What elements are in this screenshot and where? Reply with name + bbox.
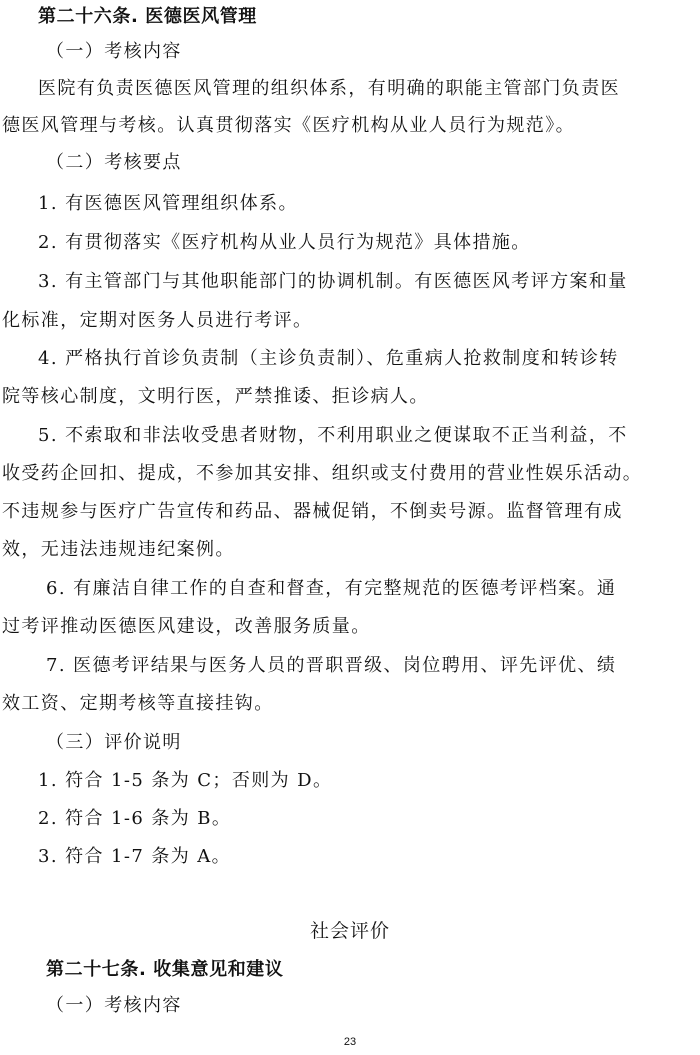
point-item-7-line-1: 7. 医德考评结果与医务人员的晋职晋级、岗位聘用、评先评优、绩 — [46, 655, 617, 676]
article-26-section-2-title: （二）考核要点 — [46, 152, 182, 173]
point-item-5-line-2: 收受药企回扣、提成，不参加其安排、组织或支付费用的营业性娱乐活动。 — [2, 463, 643, 484]
point-item-1: 1. 有医德医风管理组织体系。 — [38, 193, 298, 214]
article-27-heading: 第二十七条. 收集意见和建议 — [46, 959, 284, 980]
point-item-3-line-2: 化标准，定期对医务人员进行考评。 — [2, 310, 313, 331]
article-26-section-1-title: （一）考核内容 — [46, 41, 182, 62]
evaluation-item-2: 2. 符合 1-6 条为 B。 — [38, 808, 232, 829]
article-26-section-3-title: （三）评价说明 — [46, 732, 182, 753]
point-item-5-line-4: 效，无违法违规违纪案例。 — [2, 539, 235, 560]
section-title-social-evaluation: 社会评价 — [309, 920, 390, 942]
point-item-2: 2. 有贯彻落实《医疗机构从业人员行为规范》具体措施。 — [38, 232, 531, 253]
point-item-6-line-1: 6. 有廉洁自律工作的自查和督查，有完整规范的医德考评档案。通 — [46, 578, 617, 599]
point-item-5-line-3: 不违规参与医疗广告宣传和药品、器械促销，不倒卖号源。监督管理有成 — [2, 501, 623, 522]
point-item-5-line-1: 5. 不索取和非法收受患者财物，不利用职业之便谋取不正当利益，不 — [38, 425, 628, 446]
point-item-3-line-1: 3. 有主管部门与其他职能部门的协调机制。有医德医风考评方案和量 — [38, 271, 628, 292]
point-item-6-line-2: 过考评推动医德医风建设，改善服务质量。 — [2, 616, 371, 637]
article-26-content-line-2: 德医风管理与考核。认真贯彻落实《医疗机构从业人员行为规范》。 — [2, 115, 575, 136]
article-26-content-line-1: 医院有负责医德医风管理的组织体系，有明确的职能主管部门负责医 — [38, 78, 620, 99]
point-item-4-line-1: 4. 严格执行首诊负责制（主诊负责制）、危重病人抢救制度和转诊转 — [38, 348, 619, 369]
point-item-4-line-2: 院等核心制度，文明行医，严禁推诿、拒诊病人。 — [2, 386, 429, 407]
evaluation-item-1: 1. 符合 1-5 条为 C；否则为 D。 — [38, 770, 333, 791]
evaluation-item-3: 3. 符合 1-7 条为 A。 — [38, 846, 232, 867]
page-number: 23 — [343, 1036, 357, 1048]
point-item-7-line-2: 效工资、定期考核等直接挂钩。 — [2, 693, 274, 714]
article-27-section-1-title: （一）考核内容 — [46, 995, 182, 1016]
article-26-heading: 第二十六条. 医德医风管理 — [38, 6, 257, 27]
